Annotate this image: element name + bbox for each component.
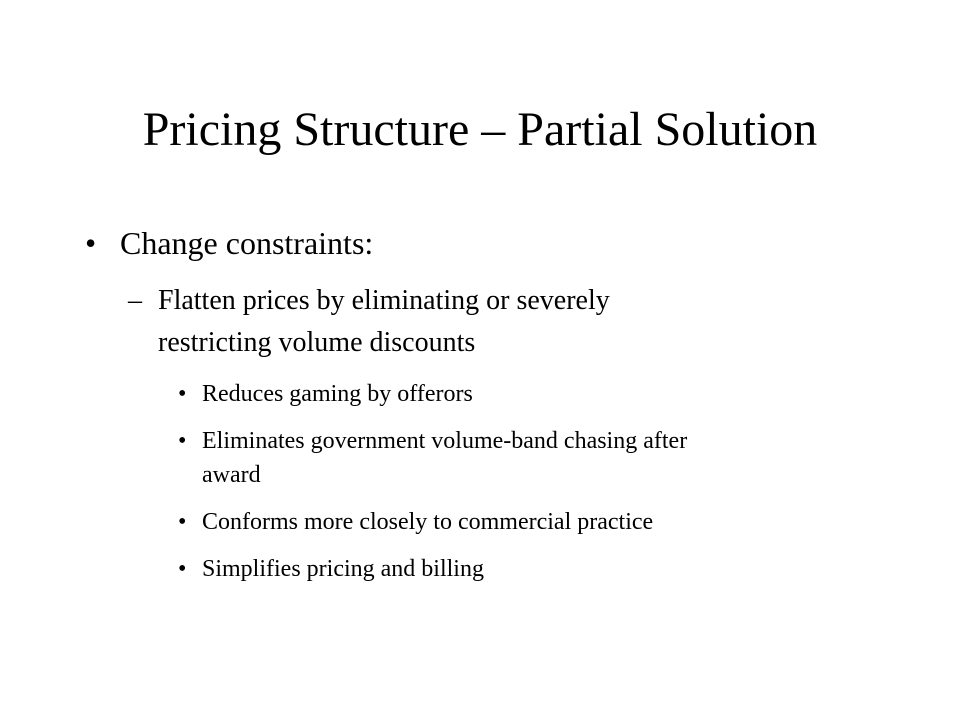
- bullet-icon: •: [178, 509, 187, 535]
- bullet-icon: •: [178, 556, 187, 582]
- bullet-level3-item-2-line2: award: [202, 462, 261, 488]
- bullet-level3-item-3: Conforms more closely to commercial practice: [202, 509, 654, 535]
- slide-title: Pricing Structure – Partial Solution: [142, 103, 818, 156]
- bullet-icon: •: [85, 225, 97, 261]
- dash-icon: –: [128, 285, 142, 316]
- bullet-level1-text: Change constraints:: [120, 225, 374, 261]
- bullet-level2-line1: Flatten prices by eliminating or severely: [158, 285, 610, 316]
- bullet-level3-item-2-line1: Eliminates government volume-band chasing after: [202, 428, 688, 454]
- bullet-level3-item-4: Simplifies pricing and billing: [202, 556, 484, 582]
- bullet-level2-line2: restricting volume discounts: [158, 327, 476, 358]
- bullet-icon: •: [178, 381, 187, 407]
- bullet-level3-item-1: Reduces gaming by offerors: [202, 381, 473, 407]
- bullet-icon: •: [178, 428, 187, 454]
